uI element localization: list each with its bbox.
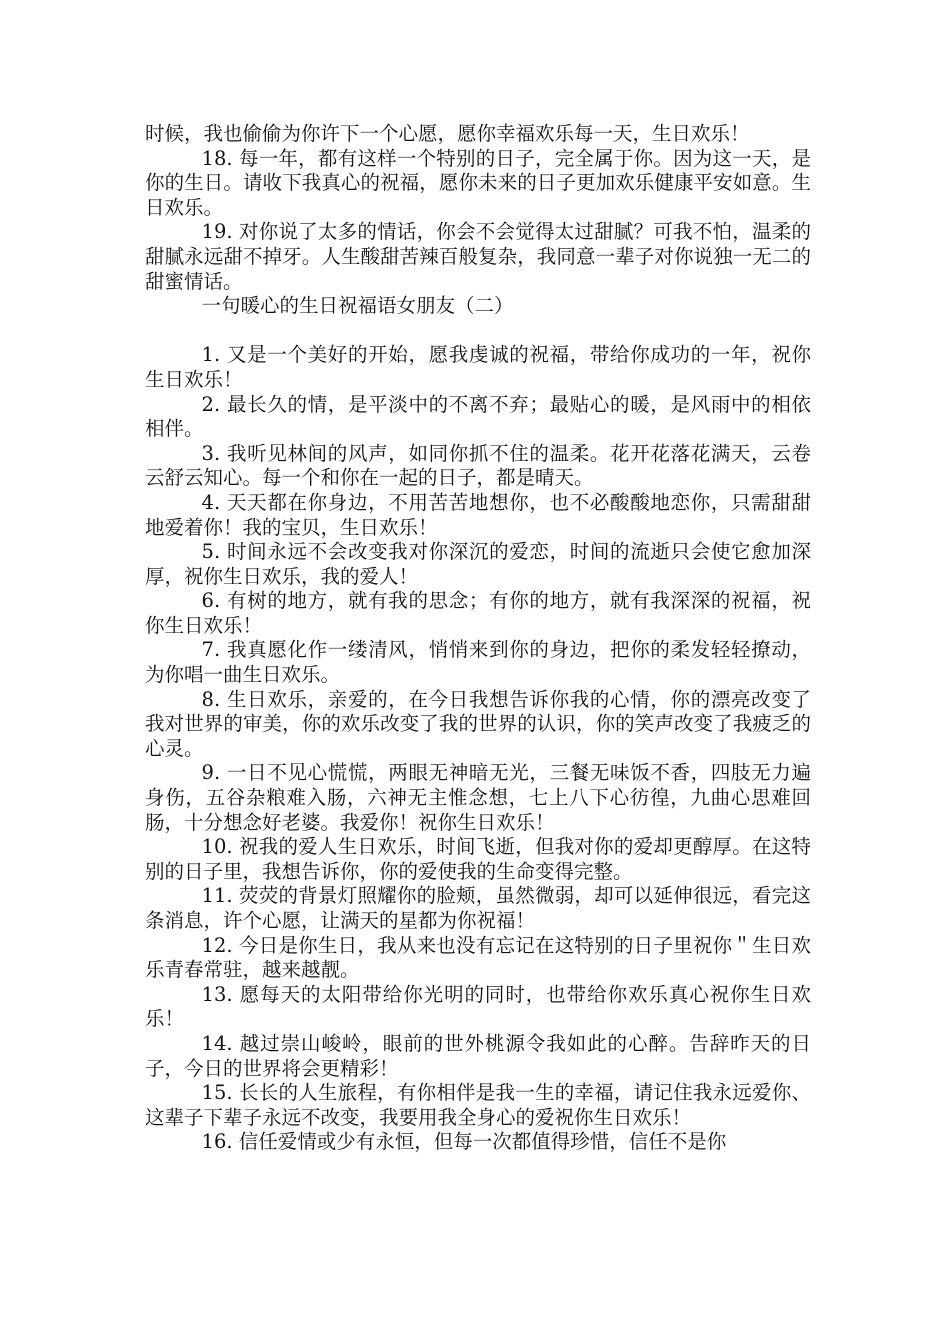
list-item: 19. 对你说了太多的情话，你会不会觉得太过甜腻？可我不怕，温柔的甜腻永远甜不掉牙。人生酸甜苦辣百般复杂，我同意一辈子对你说独一无二的甜蜜情话。	[145, 220, 811, 293]
list-item: 7. 我真愿化作一缕清风，悄悄来到你的身边，把你的柔发轻轻撩动，为你唱一曲生日欢乐。	[145, 638, 811, 687]
list-item: 16. 信任爱情或少有永恒，但每一次都值得珍惜，信任不是你	[201, 1130, 727, 1154]
list-item: 14. 越过崇山峻岭，眼前的世外桃源令我如此的心醉。告辞昨天的日子，今日的世界将会更精彩！	[145, 1031, 811, 1080]
list-item: 12. 今日是你生日，我从来也没有忘记在这特别的日子里祝你＂生日欢乐青春常驻，越来越靓。	[145, 933, 811, 982]
list-item: 2. 最长久的情，是平淡中的不离不弃；最贴心的暖，是风雨中的相依相伴。	[145, 392, 811, 441]
list-item: 3. 我听见林间的风声，如同你抓不住的温柔。花开花落花满天，云卷云舒云知心。每一个和你在一起的日子，都是晴天。	[145, 441, 811, 490]
list-item: 13. 愿每天的太阳带给你光明的同时，也带给你欢乐真心祝你生日欢乐！	[145, 982, 811, 1031]
list-item: 1. 又是一个美好的开始，愿我虔诚的祝福，带给你成功的一年，祝你生日欢乐！	[145, 343, 811, 391]
document-page	[145, 122, 811, 1155]
list-item: 15. 长长的人生旅程，有你相伴是我一生的幸福，请记住我永远爱你、这辈子下辈子永远不改变，我要用我全身心的爱祝你生日欢乐！	[145, 1081, 811, 1129]
list-item: 11. 荧荧的背景灯照耀你的脸颊，虽然微弱，却可以延伸很远，看完这条消息，许个心愿，让满天的星都为你祝福！	[145, 884, 811, 932]
list-item: 18. 每一年，都有这样一个特别的日子，完全属于你。因为这一天，是你的生日。请收下我真心的祝福，愿你未来的日子更加欢乐健康平安如意。生日欢乐。	[145, 146, 811, 219]
list-item: 9. 一日不见心慌慌，两眼无神暗无光，三餐无味饭不香，四肢无力遍身伤，五谷杂粮难入肠，六神无主惟念想，七上八下心彷徨，九曲心思难回肠，十分想念好老婆。我爱你！祝你生日欢乐！	[145, 761, 811, 834]
list-item: 10. 祝我的爱人生日欢乐，时间飞逝，但我对你的爱却更醇厚。在这特别的日子里，我想告诉你，你的爱使我的生命变得完整。	[145, 835, 811, 883]
blank-line	[145, 319, 811, 344]
list-item: 4. 天天都在你身边，不用苦苦地想你，也不必酸酸地恋你，只需甜甜地爱着你！我的宝贝，生日欢乐！	[145, 490, 811, 539]
continuation-paragraph: 时候，我也偷偷为你许下一个心愿，愿你幸福欢乐每一天，生日欢乐！	[145, 122, 750, 145]
list-item: 8. 生日欢乐，亲爱的，在今日我想告诉你我的心情，你的漂亮改变了我对世界的审美，你的欢乐改变了我的世界的认识，你的笑声改变了我疲乏的心灵。	[145, 687, 811, 760]
section-heading: 一句暖心的生日祝福语女朋友（二）	[201, 294, 514, 318]
list-item: 6. 有树的地方，就有我的思念；有你的地方，就有我深深的祝福，祝你生日欢乐！	[145, 589, 811, 637]
list-item: 5. 时间永远不会改变我对你深沉的爱恋，时间的流逝只会使它愈加深厚，祝你生日欢乐，我的爱人！	[145, 540, 811, 588]
